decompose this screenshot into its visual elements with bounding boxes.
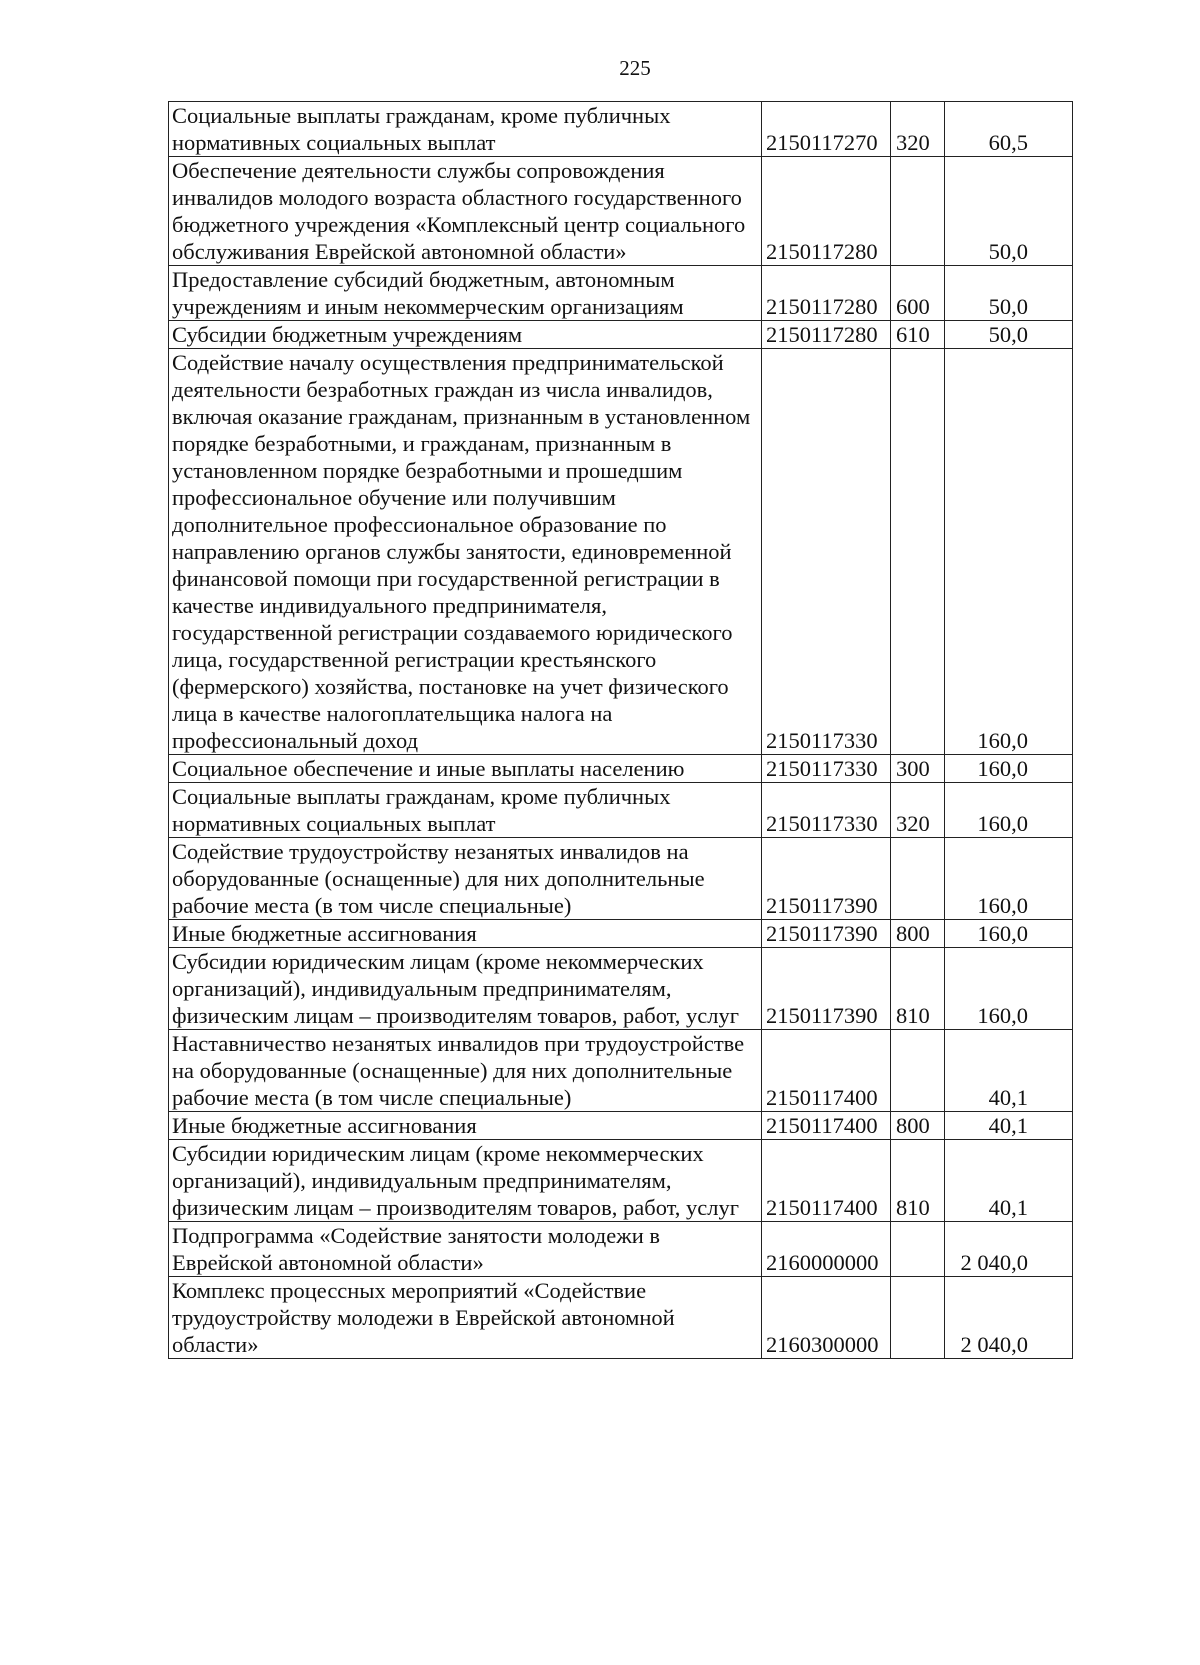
row-name: Подпрограмма «Содействие занятости молодежи в Еврейской автономной области» [169,1222,762,1277]
row-expense-type: 610 [891,321,945,349]
table-row [169,783,1073,838]
table-row [169,1030,1073,1112]
table-row [169,920,1073,948]
row-code: 2150117400 [762,1112,891,1140]
row-sum: 160,0 [945,349,1073,755]
row-expense-type [891,1277,945,1359]
row-expense-type: 810 [891,1140,945,1222]
row-code: 2150117330 [762,755,891,783]
row-expense-type [891,157,945,266]
row-sum: 50,0 [945,321,1073,349]
row-sum: 50,0 [945,157,1073,266]
row-expense-type [891,349,945,755]
row-expense-type: 300 [891,755,945,783]
row-code: 2150117280 [762,321,891,349]
row-name: Субсидии юридическим лицам (кроме некоммерческих организаций), индивидуальным предпринимателям, физическим лицам – производителям товаров, работ, услуг [169,948,762,1030]
row-sum: 2 040,0 [945,1222,1073,1277]
row-code: 2150117280 [762,157,891,266]
row-name: Содействие началу осуществления предпринимательской деятельности безработных граждан из числа инвалидов, включая оказание гражданам, признанным в установленном порядке безработными, и гражданам, признанным в установленном порядке безработными и прошедшим профессиональное обучение или получившим дополнительное профессиональное образование по направлению органов службы занятости, единовременной финансовой помощи при государственной регистрации в качестве индивидуального предпринимателя, государственной регистрации создаваемого юридического лица, государственной регистрации крестьянского (фермерского) хозяйства, постановке на учет физического лица в качестве налогоплательщика налога на профессиональный доход [169,349,762,755]
table-row [169,838,1073,920]
row-sum: 160,0 [945,783,1073,838]
row-code: 2150117390 [762,920,891,948]
row-name: Содействие трудоустройству незанятых инвалидов на оборудованные (оснащенные) для них дополнительные рабочие места (в том числе специальные) [169,838,762,920]
row-expense-type [891,1030,945,1112]
row-name: Субсидии бюджетным учреждениям [169,321,762,349]
table-row [169,1277,1073,1359]
row-name: Иные бюджетные ассигнования [169,1112,762,1140]
row-expense-type: 800 [891,1112,945,1140]
row-code: 2150117270 [762,102,891,157]
row-sum: 160,0 [945,838,1073,920]
row-name: Обеспечение деятельности службы сопровождения инвалидов молодого возраста областного государственного бюджетного учреждения «Комплексный центр социального обслуживания Еврейской автономной области» [169,157,762,266]
row-code: 2150117400 [762,1140,891,1222]
table-row [169,349,1073,755]
row-name: Социальные выплаты гражданам, кроме публичных нормативных социальных выплат [169,102,762,157]
row-expense-type: 810 [891,948,945,1030]
row-name: Наставничество незанятых инвалидов при трудоустройстве на оборудованные (оснащенные) для них дополнительные рабочие места (в том числе специальные) [169,1030,762,1112]
row-sum: 40,1 [945,1140,1073,1222]
row-code: 2150117390 [762,838,891,920]
table-row [169,266,1073,321]
row-code: 2160300000 [762,1277,891,1359]
row-expense-type [891,838,945,920]
row-expense-type [891,1222,945,1277]
table-row [169,102,1073,157]
row-code: 2160000000 [762,1222,891,1277]
table-row [169,321,1073,349]
row-code: 2150117280 [762,266,891,321]
row-expense-type: 320 [891,783,945,838]
row-sum: 2 040,0 [945,1277,1073,1359]
table-row [169,1140,1073,1222]
row-sum: 160,0 [945,948,1073,1030]
row-name: Субсидии юридическим лицам (кроме некоммерческих организаций), индивидуальным предпринимателям, физическим лицам – производителям товаров, работ, услуг [169,1140,762,1222]
row-sum: 60,5 [945,102,1073,157]
row-name: Предоставление субсидий бюджетным, автономным учреждениям и иным некоммерческим организациям [169,266,762,321]
page-number: 225 [619,56,651,80]
row-expense-type: 800 [891,920,945,948]
table-row [169,948,1073,1030]
row-code: 2150117400 [762,1030,891,1112]
table-row [169,1112,1073,1140]
table-row [169,1222,1073,1277]
row-name: Социальные выплаты гражданам, кроме публичных нормативных социальных выплат [169,783,762,838]
row-expense-type: 600 [891,266,945,321]
row-sum: 40,1 [945,1112,1073,1140]
row-code: 2150117330 [762,349,891,755]
table-row [169,157,1073,266]
row-sum: 160,0 [945,920,1073,948]
row-sum: 40,1 [945,1030,1073,1112]
row-sum: 50,0 [945,266,1073,321]
row-sum: 160,0 [945,755,1073,783]
row-code: 2150117330 [762,783,891,838]
row-name: Социальное обеспечение и иные выплаты населению [169,755,762,783]
table-row [169,755,1073,783]
row-name: Комплекс процессных мероприятий «Содействие трудоустройству молодежи в Еврейской автономной области» [169,1277,762,1359]
row-expense-type: 320 [891,102,945,157]
budget-table [168,101,1073,1359]
row-code: 2150117390 [762,948,891,1030]
row-name: Иные бюджетные ассигнования [169,920,762,948]
